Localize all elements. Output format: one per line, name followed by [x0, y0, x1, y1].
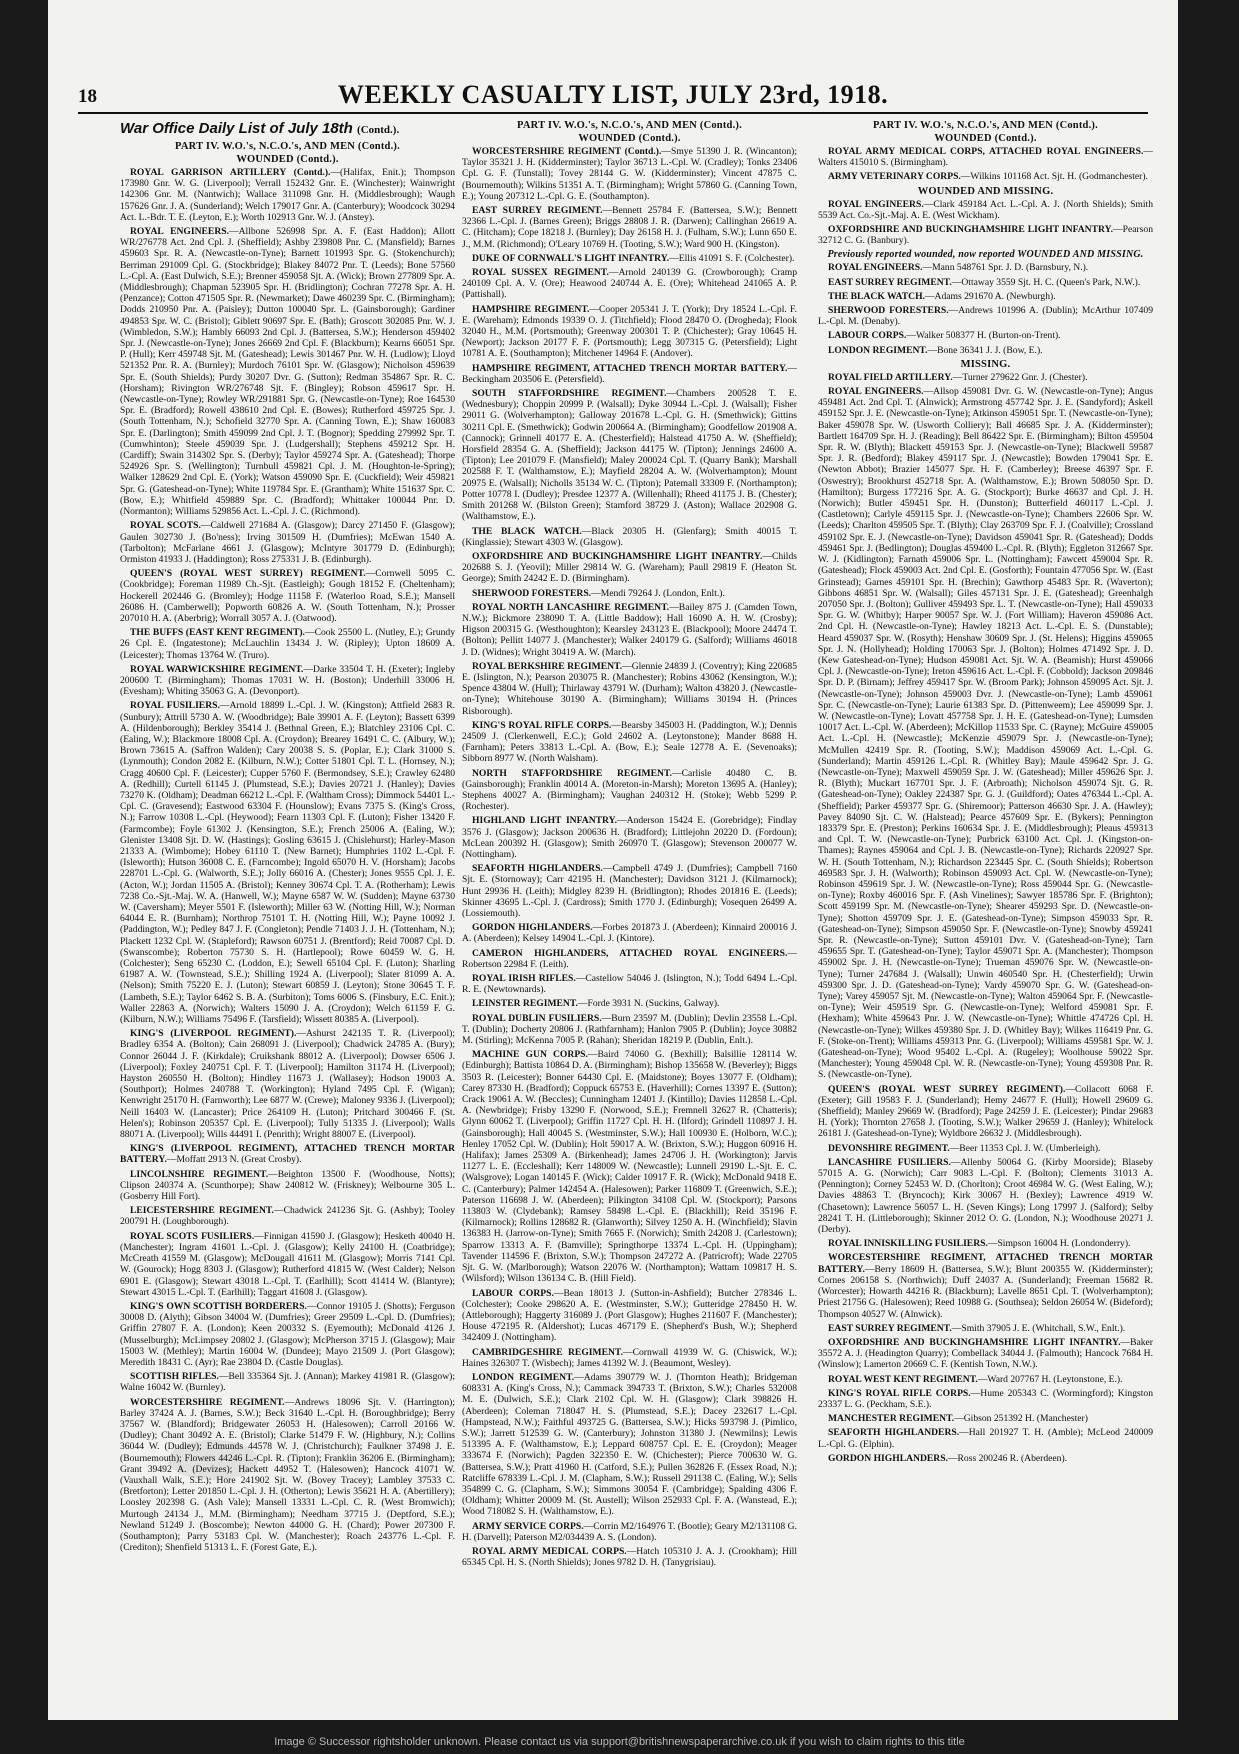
- regiment-name: LABOUR CORPS.: [472, 1287, 554, 1299]
- casualty-entry: SEAFORTH HIGHLANDERS.—Campbell 4749 J. (Dumfries); Campbell 7160 Sjt. E. (Stornoway); Carr 42195 H. (Manchester); Davidson 3121 J. (Kilmarnock); Hunt 29936 H. (Leith); Midgley 8239 H. (Bridlington); Rhodes 201816 E. (Leeds); Skinner 43695 L.-Cpl. J. (Cardross); Smith 1770 J. (Edinburgh); Vosequen 26499 A. (Lossiemouth).: [462, 863, 797, 919]
- regiment-name: DEVONSHIRE REGIMENT.: [828, 1142, 950, 1154]
- casualty-entry: HAMPSHIRE REGIMENT.—Cooper 205341 J. T. (York); Dry 18524 L.-Cpl. F. E. (Wareham); Edmonds 19339 O. J. (Titchfield); Flood 28470 O. (Drogheda); Flook 32040 H., M.M. (Portsmouth); Greenway 200301 T. P. (Chichester); Gray 10645 H. (Newport); Jackson 20177 F. F. (Portsmouth); Legg 307315 G. (Petersfield); Light 10781 A. E. (Southampton); Mitchener 14964 F. (Andover).: [462, 303, 797, 360]
- regiment-name: LABOUR CORPS.: [828, 330, 907, 342]
- page-title: WEEKLY CASUALTY LIST, JULY 23rd, 1918.: [337, 80, 889, 109]
- casualty-names: Moffatt 2913 N. (Great Crosby).: [176, 1154, 302, 1166]
- regiment-name: SOUTH STAFFORDSHIRE REGIMENT.: [472, 388, 667, 400]
- casualty-names: Pearson 32712 C. G. (Banbury).: [818, 224, 1153, 247]
- casualty-entry: LABOUR CORPS.—Walker 508377 H. (Burton-on-Trent).: [828, 330, 1061, 342]
- casualty-entry: KING'S (LIVERPOOL REGIMENT).—Ashurst 242135 T. R. (Liverpool); Bradley 6354 A. (Bolton); Cain 268091 J. (Liverpool); Chadwick 24785 A. (Bury); Connor 26044 J. F. (Kirkdale); Cruikshank 88012 A. (Liverpool); Dowser 6506 J. (Liverpool); Foxley 240751 Cpl. F. T. (Liverpool); Hamilton 31174 H. (Liverpool); Hayston 260550 H. (Bolton); Hindley 11673 J. (Wallasey); Hodson 19003 A. (Southport); Holmes 240788 T. (Workington); Hyland 7495 Cpl. F. (Wigan); Kenwright 25170 H. (Farnworth); Lee 6877 W. (Crewe); Maloney 9336 J. (Liverpool); Neill 16403 W. (Lancaster); Price 264109 H. (Luton); Pritchard 300466 F. (St. Helen's); Robinson 205357 Cpl. E. (Liverpool); Tully 51335 J. (Liverpool); Walls 88071 A. (Liverpool); Wills 44491 I. (Penrith); Wright 88007 E. (Liverpool).: [120, 1028, 455, 1141]
- regiment-name: MACHINE GUN CORPS.: [472, 1049, 588, 1061]
- casualty-names: Beckingham 203506 E. (Petersfield).: [462, 373, 605, 385]
- casualty-names: Baker 35572 A. J. (Headington Quarry); Combellack 34044 J. (Falmouth); Hancock 7684 H. (Winslow); Lamerton 20669 C. F. (Kentish Town, N.W.).: [818, 1336, 1153, 1371]
- regiment-name: ROYAL ARMY MEDICAL CORPS, ATTACHED ROYAL ENGINEERS.: [828, 146, 1144, 157]
- casualty-names: Campbell 4749 J. (Dumfries); Campbell 7160 Sjt. E. (Stornoway); Carr 42195 H. (Manchester); Davidson 3121 J. (Kilmarnock); Hunt 29936 H. (Leith); Midgley 8239 H. (Bridlington); Rhodes 201816 E. (Leeds); Skinner 43695 L.-Cpl. J. (Cardross); Smith 1770 J. (Edinburgh); Vosequen 26499 A. (Lossiemouth).: [462, 863, 797, 919]
- regiment-name: ROYAL SCOTS FUSILIERS.: [130, 1230, 255, 1242]
- regiment-name: GORDON HIGHLANDERS.: [472, 922, 593, 934]
- regiment-name: ROYAL ENGINEERS.: [828, 262, 923, 274]
- casualty-entry: KING'S ROYAL RIFLE CORPS.—Hume 205343 C. (Wormingford); Kingston 23337 L. G. (Peckham, S.E.).: [818, 1387, 1153, 1410]
- casualty-names: Finnigan 41590 J. (Glasgow); Hesketh 40040 H. (Manchester); Ingram 41601 L.-Cpl. J. (Glasgow); Kelly 24100 H. (Coatbridge); McCreath 41559 M. (Glasgow); McDougall 41611 M. (Glasgow); Morris 7141 Cpl. W. (Gourock); Hogg 8303 J. (Glasgow); Rutherford 41815 W. (West Calder); Nelson 6901 E. (Glasgow); Stewart 43018 L.-Cpl. T. (Earlhill); Scott 41414 W. (Blantyre); Stewart 43015 L.-Cpl. T. (Earlhill); Taggart 41608 J. (Glasgow).: [120, 1230, 455, 1298]
- casualty-entry: ROYAL SUSSEX REGIMENT.—Arnold 240139 G. (Crowborough); Cramp 240109 Cpl. A. V. (Ore); Heawood 240744 A. E. (Ore); Whitehead 241065 A. P. (Pattishall).: [462, 267, 797, 301]
- casualty-entry: KING'S (LIVERPOOL REGIMENT), ATTACHED TRENCH MORTAR BATTERY.—Moffatt 2913 N. (Great Crosby).: [120, 1143, 455, 1166]
- regiment-name: ROYAL ENGINEERS.: [130, 226, 229, 238]
- casualty-entry: LONDON REGIMENT.—Adams 390779 W. J. (Thornton Heath); Bridgeman 608331 A. (King's Cross, N.); Cammack 394733 T. (Brixton, S.W.); Charles 532008 M. E. (Dulwich, S.E.); Clark 2102 Cpl. W. H. (Glasgow); Clark 398826 H. (Aberdeen); Coleman 718047 H. S. (Plumstead, S.E.); Dacey 232617 L.-Cpl. (Hampstead, N.W.); Faithful 493725 G. (Battersea, S.W.); Hicks 593798 J. (Pimlico, S.W.); Jarrett 512539 G. W. (Canterbury); Johnston 31380 J. (Newmilns); Lewis 513395 A. F. (Walthamstow, E.); Leppard 608757 Cpl. E. E. (Croydon); Meager 333674 F. (Norwich); Pagden 322350 E. W. (Chichester); Pierce 700630 W. G. (Battersea, S.W.); Pratt 41960 H. (Catford, S.E.); Pullen 362826 F. (Essex Road, N.); Ratcliffe 678339 L.-Cpl. J. M. (Clapham, S.W.); Russell 291138 C. (Ealing, W.); Sells 354899 C. G. (Clapham, S.W.); Simmons 30054 F. (Cambridge); Spalding 4306 F. (Oldham); Whitter 20009 M. (St. Austell); Wilson 252933 Cpl. F. A. (Wanstead, E.); Wood 718082 S. H. (Walthamstow, E.).: [462, 1371, 797, 1518]
- section-heading: WOUNDED (Contd.).: [934, 133, 1037, 144]
- casualty-names: Bearsby 345003 H. (Paddington, W.); Dennis 24509 J. (Clerkenwell, E.C.); Gold 24602 A. (Leytonstone); Mander 8688 H. (Farnham); Peters 33813 L.-Cpl. A. (Bow, E.); Seale 12778 A. E. (Sevenoaks); Sibborn 8977 W. (North Walsham).: [462, 719, 797, 765]
- casualty-names: Connor 19105 J. (Shotts); Ferguson 30008 D. (Alyth); Gibson 34004 W. (Dumfries); Greer 29509 L.-Cpl. D. (Dumfries); Griffin 27807 F. A. (London); Keen 200332 S. (Eyemouth); McDonald 4126 J. (Musselburgh); McLimpsey 20802 J. (Glasgow); McPherson 3715 J. (Glasgow); Mair 15003 W. (Methley); Martin 16004 W. (Dundee); Mayo 21509 J. (Port Glasgow); Meredith 18431 C. (Ayr); Rae 23804 D. (Castle Douglas).: [120, 1300, 455, 1368]
- casualty-entry: MANCHESTER REGIMENT.—Gibson 251392 H. (Manchester): [828, 1413, 1088, 1425]
- casualty-entry: ROYAL ENGINEERS.—Clark 459184 Act. L.-Cpl. A. J. (North Shields); Smith 5539 Act. Co.-Sjt.-Maj. A. E. (West Wickham).: [818, 198, 1153, 221]
- section-heading: MISSING.: [960, 358, 1011, 370]
- casualty-entry: ARMY VETERINARY CORPS.—Wilkins 101168 Act. Sjt. H. (Godmanchester).: [828, 171, 1148, 183]
- regiment-name: HAMPSHIRE REGIMENT.: [472, 303, 590, 315]
- casualty-entry: WORCESTERSHIRE REGIMENT (Contd.).—Smye 51390 J. R. (Wincanton); Taylor 35321 J. H. (Kidderminster); Taylor 36713 L.-Cpl. W. (Cradley); Tonks 23406 Cpl. G. F. (Tunstall); Tovey 28144 G. W. (Kidderminster); Vincent 47875 C. (Bournemouth); Wilkins 51351 A. T. (Birmingham); Wright 57860 G. (Canning Town, E.); Young 207312 L.-Cpl. G. E. (Southampton).: [462, 146, 797, 202]
- casualty-entry: SHERWOOD FORESTERS.—Andrews 101996 A. (Dublin); McArthur 107409 L.-Cpl. M. (Denaby).: [818, 305, 1153, 328]
- casualty-names: Baird 74060 G. (Bexhill); Balsillie 128114 W. (Edinburgh); Battista 10864 D. A. (Birmingham); Bishop 135658 W. (Beverley); Biggs 3503 R. (Leicester); Bonner 64430 Cpl. E. (Maidstone); Boyes 13077 F. (Oldham); Carey 87330 H. (Bradford); Coppuck 65753 E. (Haverhill); Cornes 13397 E. (Sutton); Crack 19061 A. W. (Beccles); Cunningham 12401 J. (Kintillo); Davies 112858 L.-Cpl. A. (Newbridge); Frisby 13290 F. (Norwood, S.E.); Fremnell 32627 R. (Chatteris); Glynn 60062 T. (Liverpool); Griffin 11727 Cpl. H. H. (Ilford); Grindell 110897 J. H. (Gainsborough); Hall 40045 S. (Westminster, S.W.); Hall 100930 E. (Holborn, W.C.); Henley 17052 Cpl. W. (Dublin); Holt 59017 A. W. (Brixton, S.W.); Huggon 60916 H. (Halifax); James 25309 A. (Birkenhead); James 24706 J. H. (Workington); Jarvis 11277 L. E. (Eccleshall); Kerr 148009 W. (Newcastle); Lunnell 29190 L.-Sjt. E. C. (Walsgrove); Logan 140145 F. (Wick); Calder 10917 F. R. (Wick); McDonald 9418 E. C. (Canterbury); Palmer 142454 A. (Halesowen); Parker 116809 T. (Greenwich, S.E.); Paterson 116698 J. W. (Aberdeen); Pilkington 34108 Cpl. W. (Stockport); Parsons 113803 W. (Clydebank); Ramsey 58498 L.-Cpl. E. (Blackhill); Reid 35196 F. (Kilmarnock); Rollins 128682 R. (Glanworth); Silvey 1250 A. H. (Winchfield); Slavin 136383 H. (Jarrow-on-Tyne); Smith 7665 F. (Norwich); Smith 24208 J. (Carlestown); Sparrow 13313 A. F. (Bamville); Springthorpe 13374 L.-Cpl. H. (Uppingham); Tavender 114596 F. (Brixton, S.W.); Thompson 247272 A. (Patricroft); Wade 22705 Sjt. G. W. (Marlborough); Watson 22076 W. (Northampton); Wattam 109817 H. S. (Wilsford); Wilson 136134 C. B. (Hill Field).: [462, 1049, 797, 1285]
- column-3-blocks: [818, 120, 1153, 1464]
- casualty-names: (Halifax, Enit.); Thompson 173980 Gnr. W. G. (Liverpool); Verrall 152432 Gnr. E. (Winchester); Wainwright 142306 Gnr. M. (Nantwich); Wallace 311098 Gnr. H. (Middlesbrough); Waugh 157626 Gnr. J. A. (Sunderland); Welch 179017 Gnr. A. (Canterbury); Woodcock 30294 Act. L.-Bdr. T. E. (Leyton, E.); Worth 102913 Gnr. W. J. (Anstey).: [120, 167, 455, 223]
- casualty-entry: GORDON HIGHLANDERS.—Forbes 201873 J. (Aberdeen); Kinnaird 200016 J. A. (Aberdeen); Kelsey 14904 L.-Cpl. J. (Kintore).: [462, 922, 797, 945]
- casualty-names: Collacott 6068 F. (Exeter); Gill 19583 F. J. (Sunderland); Hemy 24677 F. (Hull); Howell 29609 G. (Sheffield); Manley 29669 W. (Bradford); Page 24259 J. E. (Leicester); Pindar 29683 H. (York); Thornton 27658 J. (Tooting, S.W.); Walker 29659 J. (Hanley); Whitelock 26181 J. (Gateshead-on-Tyne); Wyldbore 26632 J. (Middlesbrough).: [818, 1083, 1153, 1140]
- regiment-name: CAMERON HIGHLANDERS, ATTACHED ROYAL ENGINEERS.: [472, 947, 788, 959]
- casualty-names: Forbes 201873 J. (Aberdeen); Kinnaird 200016 J. A. (Aberdeen); Kelsey 14904 L.-Cpl. J. (Kintore).: [462, 922, 797, 945]
- regiment-name: EAST SURREY REGIMENT.: [472, 205, 603, 217]
- casualty-names: Wilkins 101168 Act. Sjt. H. (Godmanchester).: [970, 171, 1148, 183]
- regiment-name: ROYAL ENGINEERS.: [828, 198, 924, 210]
- casualty-entry: ROYAL SCOTS.—Caldwell 271684 A. (Glasgow); Darcy 271450 F. (Glasgow); Gaulen 302730 J. (Bo'ness); Irving 301509 H. (Dumfries); McEwan 1540 A. (Tarbolton); McFarlane 4661 J. (Glasgow); McIntyre 301779 D. (Edinburgh); Ormiston 41933 J. (Haddington); Ross 275331 J. B. (Edinburgh).: [120, 520, 455, 565]
- regiment-name: EAST SURREY REGIMENT.: [828, 1322, 952, 1334]
- casualty-names: Bone 36341 J. J. (Bow, E.).: [937, 344, 1043, 356]
- regiment-name: SCOTTISH RIFLES.: [130, 1371, 219, 1383]
- casualty-entry: DUKE OF CORNWALL'S LIGHT INFANTRY.—Ellis 41091 S. F. (Colchester).: [472, 252, 795, 264]
- regiment-name: THE BLACK WATCH.: [472, 525, 582, 537]
- regiment-name: GORDON HIGHLANDERS.: [828, 1452, 948, 1464]
- casualty-names: Darke 33504 T. H. (Exeter); Ingleby 200600 T. (Birmingham); Thomas 17031 W. H. (Boston); Underhill 33006 H. (Evesham); Whiting 35063 G. A. (Devonport).: [120, 663, 455, 698]
- casualty-entry: SCOTTISH RIFLES.—Bell 335364 Sjt. J. (Annan); Markey 41981 R. (Glasgow); Walne 16042 W. (Burnley).: [120, 1371, 455, 1394]
- casualty-entry: THE BLACK WATCH.—Black 20305 H. (Glenfarg); Smith 40015 T. (Kinglassie); Stewart 4303 W. (Glasgow).: [462, 525, 797, 548]
- regiment-name: SHERWOOD FORESTERS.: [828, 305, 949, 317]
- casualty-entry: HIGHLAND LIGHT INFANTRY.—Anderson 15424 E. (Gorebridge); Findlay 3576 J. (Glasgow); Jackson 200636 H. (Bradford); Littlejohn 20220 D. (Fordoun); McLean 200392 H. (Glasgow); Smith 260970 T. (Glasgow); Stevenson 200077 W. (Nottingham).: [462, 815, 797, 860]
- page-header: [78, 80, 1148, 114]
- casualty-entry: EAST SURREY REGIMENT.—Smith 37905 J. E. (Whitchall, S.W., Enlt.).: [828, 1322, 1126, 1334]
- casualty-names: Turner 279622 Gnr. J. (Chester).: [962, 371, 1088, 383]
- regiment-name: KING'S ROYAL RIFLE CORPS.: [472, 719, 612, 731]
- casualty-names: Hatch 105310 J. A. J. (Crookham); Hill 65345 Cpl. H. S. (North Shields); Jones 9782 D. H. (Tanygrisiau).: [462, 1545, 797, 1569]
- casualty-entry: LANCASHIRE FUSILIERS.—Allenby 50064 G. (Kirby Moorside); Blaseby 57015 A. G. (Norwich); Carr 9083 L.-Cpl. F. (Bolton); Clements 31013 A. (Pennington); Corney 52453 W. D. (Chorlton); Croot 46984 W. G. (West Ealing, W.); Davies 48863 T. (Bryncoch); Kirk 30067 H. (Bexley); Lawrence 4919 W. (Chasetown); Lawrence 56057 L. H. (Seven Kings); Long 17997 J. (Salford); Selby 28241 T. H. (Littleborough); Skinner 2012 O. G. (London, N.); Woodhouse 20271 J. (Derby).: [818, 1156, 1153, 1236]
- casualty-names: Burn 23597 M. (Dublin); Devlin 23558 L.-Cpl. T. (Dublin); Docherty 20806 J. (Rathfarnham); Hanlon 7905 P. (Dublin); Joyce 30882 M. (Stirling); McKenna 7005 P. (Rahan); Sheridan 18219 P. (Dublin, Enlt.).: [462, 1012, 797, 1047]
- list-title-suffix: (Contd.).: [357, 124, 400, 136]
- regiment-name: WORCESTERSHIRE REGIMENT (Contd.).: [472, 146, 662, 157]
- casualty-names: Cook 25500 L. (Nutley, E.); Grundy 26 Cpl. E. (Ingatestone); McLauchlin 13434 J. W. (Ripley); Upton 18609 A. (Leicester); Thomas 13764 W. (Truro).: [120, 627, 455, 661]
- casualty-entry: ROYAL FIELD ARTILLERY.—Turner 279622 Gnr. J. (Chester).: [828, 371, 1088, 383]
- regiment-name: THE BUFFS (EAST KENT REGIMENT).: [130, 627, 305, 639]
- casualty-entry: NORTH STAFFORDSHIRE REGIMENT.—Carlisle 40480 C. B. (Gainsborough); Franklin 40014 A. (Moreton-in-Marsh); Moreton 13695 A. (Hanley); Stephens 40027 A. (Birmingham); Vaughan 240312 H. (Stoke); Webb 5299 P. (Rochester).: [462, 767, 797, 813]
- regiment-name: LONDON REGIMENT.: [472, 1371, 575, 1383]
- casualty-names: Smye 51390 J. R. (Wincanton); Taylor 35321 J. H. (Kidderminster); Taylor 36713 L.-Cpl. W. (Cradley); Tonks 23406 Cpl. G. F. (Tunstall); Tovey 28144 G. W. (Kidderminster); Vincent 47875 C. (Bournemouth); Wilkins 51351 A. T. (Birmingham); Wright 57860 G. (Canning Town, E.); Young 207312 L.-Cpl. G. E. (Southampton).: [462, 146, 797, 202]
- regiment-name: ROYAL SCOTS.: [130, 520, 201, 532]
- casualty-names: Corrin M2/164976 T. (Bootle); Geary M2/131108 G. H. (Darvell); Paterson M2/034439 A. S. (London).: [462, 1520, 797, 1543]
- casualty-names: Cooper 205341 J. T. (York); Dry 18524 L.-Cpl. F. E. (Wareham); Edmonds 19339 O. J. (Titchfield); Flood 28470 O. (Drogheda); Flook 32040 H., M.M. (Portsmouth); Greenway 200301 T. P. (Chichester); Gray 10645 H. (Newport); Jackson 20177 F. F. (Portsmouth); Legg 307315 G. (Petersfield); Light 10781 A. E. (Southampton); Mitchener 14964 F. (Andover).: [462, 303, 797, 360]
- casualty-entry: LABOUR CORPS.—Bean 18013 J. (Sutton-in-Ashfield); Butcher 278346 L. (Colchester); Cooke 298620 A. E. (Westminster, S.W.); Gutteridge 278450 H. W. (Attleborough); Haggerty 316089 J. (Port Glasgow); Hughes 211607 F. (Manchester); House 472195 R. (Aldershot); Lucas 467179 E. (Shepherd's Bush, W.); Shepherd 342409 J. (Nottingham).: [462, 1287, 797, 1344]
- regiment-name: SEAFORTH HIGHLANDERS.: [472, 863, 603, 875]
- section-heading: WOUNDED (Contd.).: [578, 133, 681, 144]
- regiment-name: OXFORDSHIRE AND BUCKINGHAMSHIRE LIGHT INFANTRY.: [472, 550, 763, 562]
- casualty-names: Ward 207767 H. (Leytonstone, E.).: [987, 1373, 1123, 1385]
- casualty-entry: LINCOLNSHIRE REGIMENT.—Beighton 13500 F. (Woodhouse, Notts); Clipson 240374 A. (Scunthorpe); Shaw 240812 W. (Friskney); Welbourne 305 L. (Gosberry Hill Fort).: [120, 1168, 455, 1203]
- casualty-entry: SOUTH STAFFORDSHIRE REGIMENT.—Chambers 200528 T. E. (Wednesbury); Choppin 20999 P. (Walsall); Dyke 30944 L.-Cpl. J. (Walsall); Fisher 29011 G. (Wolverhampton); Galloway 201678 L.-Cpl. G. H. (Smethwick); Gittins 30211 Cpl. E. (Smethwick); Godwin 200664 A. (Birmingham); Goodfellow 201908 A. (Cannock); Grinnell 40177 E. A. (Chesterfield); Halstead 41750 A. W. (Sheffield); Horsfield 28354 G. A. (Sheffield); Jackson 44175 W. (Tipton); Jennings 24600 A. (Tipton); Lee 201079 F. (Mansfield); Maley 200024 Cpl. T. (Quarry Bank); Marshall 202588 F. T. (Walthamstow, E.); Mayfield 28204 A. W. (Wolverhampton); Mount 20975 E. (Walsall); Nicholls 35134 W. C. (Tipton); Patemall 33309 F. (Northampton); Potter 10778 I. (Dudley); Presdee 12377 A. (Willenhall); Rheed 41175 J. B. (Chester); Smith 201268 W. (Bilston Green); Stamford 38729 J. (Aston); Wallace 202908 G. (Walthamstow, E.).: [462, 388, 797, 523]
- regiment-name: LINCOLNSHIRE REGIMENT.: [130, 1168, 269, 1180]
- casualty-names: Hall 201927 T. H. (Amble); McLeod 240009 L.-Cpl. G. (Elphin).: [818, 1427, 1153, 1450]
- header-rule: [78, 112, 1148, 114]
- casualty-names: Smith 37905 J. E. (Whitchall, S.W., Enlt.).: [961, 1322, 1126, 1334]
- regiment-name: ROYAL IRISH RIFLES.: [472, 973, 576, 985]
- casualty-names: Robertson 22984 F. (Leith).: [462, 958, 569, 970]
- regiment-name: ARMY VETERINARY CORPS.: [828, 171, 961, 183]
- regiment-name: ROYAL BERKSHIRE REGIMENT.: [472, 660, 623, 672]
- casualty-names: Forde 3931 N. (Suckins, Galway).: [587, 998, 720, 1010]
- casualty-names: Ashurst 242135 T. R. (Liverpool); Bradley 6354 A. (Bolton); Cain 268091 J. (Liverpool); Chadwick 24785 A. (Bury); Connor 26044 J. F. (Kirkdale); Cruikshank 88012 A. (Liverpool); Dowser 6506 J. (Liverpool); Foxley 240751 Cpl. F. T. (Liverpool); Hamilton 31174 H. (Liverpool); Hayston 260550 H. (Bolton); Hindley 11673 J. (Wallasey); Hodson 19003 A. (Southport); Holmes 240788 T. (Workington); Hyland 7495 Cpl. F. (Wigan); Kenwright 25170 H. (Farnworth); Lee 6877 W. (Crewe); Maloney 9336 J. (Liverpool); Neill 16403 W. (Lancaster); Price 264109 H. (Luton); Pritchard 300466 F. (St. Helen's); Robinson 205357 Cpl. E. (Liverpool); Tully 51335 J. (Liverpool); Walls 88071 A. (Liverpool); Wills 44491 I. (Penrith); Wright 88007 E. (Liverpool).: [120, 1028, 455, 1141]
- casualty-names: Black 20305 H. (Glenfarg); Smith 40015 T. (Kinglassie); Stewart 4303 W. (Glasgow).: [462, 525, 797, 548]
- casualty-names: Carlisle 40480 C. B. (Gainsborough); Franklin 40014 A. (Moreton-in-Marsh); Moreton 13695 A. (Hanley); Stephens 40027 A. (Birmingham); Vaughan 240312 H. (Stoke); Webb 5299 P. (Rochester).: [462, 767, 797, 813]
- list-title: [120, 120, 455, 137]
- casualty-entry: WORCESTERSHIRE REGIMENT.—Andrews 18096 Sjt. V. (Harrington); Barley 37424 A. J. (Barnes, S.W.); Beck 31640 L.-Cpl. H. (Boroughbridge); Berry 37567 W. (Blandford); Bridgewater 26053 H. (Halesowen); Carroll 20166 W. (Dudley); Chant 30492 A. E. (Bristol); Clarke 51479 F. W. (Highbury, N.); Collins 36044 W. (Dudley); Edmunds 44578 W. J. (Christchurch); Faulkner 37498 J. E. (Bournemouth); Flowers 44246 L.-Cpl. R. (Tipton); Franklin 36206 E. (Birmingham); Grant 39492 A. (Devizes); Hackett 44952 T. (Halesowen); Hancock 41071 W. (Vauxhall Walk, S.E.); Hore 241902 Sjt. W. (Bovey Tracey); Lambley 37533 C. (Bretforton); Letter 201850 L.-Cpl. J. H. (Otherton); Lewis 35621 H. A. (Abertillery); Loosley 202398 G. (Ash Vale); Mansell 13331 L.-Cpl. C. R. (West Bromwich); Murtough 24134 J., M.M. (Birmingham); Needham 37715 J. (Deptford, S.E.); Newland 51249 J. (Boscombe); Newton 44000 G. H. (Chard); Power 207300 F. (Southampton); Parry 53183 Cpl. W. (Manchester); Roach 243776 L.-Cpl. F. (Crediton); Shenfield 51313 L. F. (Forest Gate, E.).: [120, 1396, 455, 1554]
- casualty-entry: ROYAL SCOTS FUSILIERS.—Finnigan 41590 J. (Glasgow); Hesketh 40040 H. (Manchester); Ingram 41601 L.-Cpl. J. (Glasgow); Kelly 24100 H. (Coatbridge); McCreath 41559 M. (Glasgow); McDougall 41611 M. (Glasgow); Morris 7141 Cpl. W. (Gourock); Hogg 8303 J. (Glasgow); Rutherford 41815 W. (West Calder); Nelson 6901 E. (Glasgow); Stewart 43018 L.-Cpl. T. (Earlhill); Scott 41414 W. (Blantyre); Stewart 43015 L.-Cpl. T. (Earlhill); Taggart 41608 J. (Glasgow).: [120, 1230, 455, 1298]
- regiment-name: KING'S ROYAL RIFLE CORPS.: [828, 1387, 971, 1399]
- regiment-name: KING'S (LIVERPOOL REGIMENT).: [130, 1028, 297, 1040]
- casualty-entry: ROYAL BERKSHIRE REGIMENT.—Glennie 24839 J. (Coventry); King 220685 E. (Islington, N.); Pearson 203075 R. (Manchester); Robins 43062 (Kensington, W.); Spence 43804 W. (Hull); Thirlaway 43791 W. (Durham); Walton 43820 J. (Newcastle-on-Tyne); Whitehouse 30190 A. (Birmingham); Williams 30194 H. (Princes Risborough).: [462, 660, 797, 717]
- casualty-names: Childs 202688 S. J. (Yeovil); Miller 29814 W. G. (Wareham); Paull 29819 F. (Heaton St. George); Smith 24242 E. D. (Birmingham).: [462, 550, 797, 585]
- casualty-names: Bean 18013 J. (Sutton-in-Ashfield); Butcher 278346 L. (Colchester); Cooke 298620 A. E. (Westminster, S.W.); Gutteridge 278450 H. W. (Attleborough); Haggerty 316089 J. (Port Glasgow); Hughes 211607 F. (Manchester); House 472195 R. (Aldershot); Lucas 467179 E. (Shepherd's Bush, W.); Shepherd 342409 J. (Nottingham).: [462, 1287, 797, 1344]
- regiment-name: NORTH STAFFORDSHIRE REGIMENT.: [472, 767, 672, 779]
- casualty-names: Beer 11353 Cpl. J. W. (Umberleigh).: [959, 1142, 1101, 1154]
- casualty-entry: MACHINE GUN CORPS.—Baird 74060 G. (Bexhill); Balsillie 128114 W. (Edinburgh); Battista 10864 D. A. (Birmingham); Bishop 135658 W. (Beverley); Biggs 3503 R. (Leicester); Bonner 64430 Cpl. E. (Maidstone); Boyes 13077 F. (Oldham); Carey 87330 H. (Bradford); Coppuck 65753 E. (Haverhill); Cornes 13397 E. (Sutton); Crack 19061 A. W. (Beccles); Cunningham 12401 J. (Kintillo); Davies 112858 L.-Cpl. A. (Newbridge); Frisby 13290 F. (Norwood, S.E.); Fremnell 32627 R. (Chatteris); Glynn 60062 T. (Liverpool); Griffin 11727 Cpl. H. H. (Ilford); Grindell 110897 J. H. (Gainsborough); Hall 40045 S. (Westminster, S.W.); Hall 100930 E. (Holborn, W.C.); Henley 17052 Cpl. W. (Dublin); Holt 59017 A. W. (Brixton, S.W.); Huggon 60916 H. (Halifax); James 25309 A. (Birkenhead); James 24706 J. H. (Workington); Jarvis 11277 L. E. (Eccleshall); Kerr 148009 W. (Newcastle); Lunnell 29190 L.-Sjt. E. C. (Walsgrove); Logan 140145 F. (Wick); Calder 10917 F. R. (Wick); McDonald 9418 E. C. (Canterbury); Palmer 142454 A. (Halesowen); Parker 116809 T. (Greenwich, S.E.); Paterson 116698 J. W. (Aberdeen); Pilkington 34108 Cpl. W. (Stockport); Parsons 113803 W. (Clydebank); Ramsey 58498 L.-Cpl. E. (Blackhill); Reid 35196 F. (Kilmarnock); Rollins 128682 R. (Glanworth); Silvey 1250 A. H. (Winchfield); Slavin 136383 H. (Jarrow-on-Tyne); Smith 7665 F. (Norwich); Smith 24208 J. (Carlestown); Sparrow 13313 A. F. (Bamville); Springthorpe 13374 L.-Cpl. H. (Uppingham); Tavender 114596 F. (Brixton, S.W.); Thompson 247272 A. (Patricroft); Wade 22705 Sjt. G. W. (Marlborough); Watson 22076 W. (Northampton); Wattam 109817 H. S. (Wilsford); Wilson 136134 C. B. (Hill Field).: [462, 1049, 797, 1285]
- casualty-names: Chambers 200528 T. E. (Wednesbury); Choppin 20999 P. (Walsall); Dyke 30944 L.-Cpl. J. (Walsall); Fisher 29011 G. (Wolverhampton); Galloway 201678 L.-Cpl. G. H. (Smethwick); Gittins 30211 Cpl. E. (Smethwick); Godwin 200664 A. (Birmingham); Goodfellow 201908 A. (Cannock); Grinnell 40177 E. A. (Chesterfield); Halstead 41750 A. W. (Sheffield); Horsfield 28354 G. A. (Sheffield); Jackson 44175 W. (Tipton); Jennings 24600 A. (Tipton); Lee 201079 F. (Mansfield); Maley 200024 Cpl. T. (Quarry Bank); Marshall 202588 F. T. (Walthamstow, E.); Mayfield 28204 A. W. (Wolverhampton); Mount 20975 E. (Walsall); Nicholls 35134 W. C. (Tipton); Patemall 33309 F. (Northampton); Potter 10778 I. (Dudley); Presdee 12377 A. (Willenhall); Rheed 41175 J. B. (Chester); Smith 201268 W. (Bilston Green); Stamford 38729 J. (Aston); Wallace 202908 G. (Walthamstow, E.).: [462, 388, 797, 523]
- casualty-entry: SEAFORTH HIGHLANDERS.—Hall 201927 T. H. (Amble); McLeod 240009 L.-Cpl. G. (Elphin).: [818, 1427, 1153, 1450]
- regiment-name: ROYAL FUSILIERS.: [130, 700, 220, 712]
- regiment-name: ROYAL GARRISON ARTILLERY (Contd.).: [130, 167, 331, 178]
- regiment-name: ROYAL WEST KENT REGIMENT.: [828, 1373, 978, 1385]
- casualty-entry: ROYAL GARRISON ARTILLERY (Contd.).—(Halifax, Enit.); Thompson 173980 Gnr. W. G. (Liverpool); Verrall 152432 Gnr. E. (Winchester); Wainwright 142306 Gnr. M. (Nantwich); Wallace 311098 Gnr. H. (Middlesbrough); Waugh 157626 Gnr. J. A. (Sunderland); Welch 179017 Gnr. A. (Canterbury); Woodcock 30294 Act. L.-Bdr. T. E. (Leyton, E.); Worth 102913 Gnr. W. J. (Anstey).: [120, 167, 455, 223]
- page-number: 18: [78, 86, 97, 107]
- regiment-name: QUEEN'S (ROYAL WEST SURREY REGIMENT).: [828, 1083, 1066, 1095]
- casualty-names: Mann 548761 Spr. J. D. (Barnsbury, N.).: [932, 262, 1089, 274]
- column-2: [462, 118, 797, 1598]
- regiment-name: LANCASHIRE FUSILIERS.: [828, 1156, 951, 1168]
- casualty-names: Allbone 526998 Spr. A. F. (East Haddon); Allott WR/276778 Act. 2nd Cpl. J. (Sheffield); Ashby 239808 Pnr. C. (Mansfield); Barnes 459603 Spr. R. A. (Newcastle-on-Tyne); Barnett 101993 Spr. G. (Stokenchurch); Berriman 291009 Cpl. G. (Stockbridge); Blakey 84072 Pnr. T. (Leeds); Bone 57560 L.-Cpl. A. (East Dulwich, S.E.); Brenner 459058 Sjt. A. (Wick); Brown 277809 Spr. A. (Middlesbrough); Chapman 523905 Spr. H. (Bridlington); Cochran 77278 Spr. A. H. (Penzance); Cotton 471505 Spr. R. (Newmarket); Dawe 460239 Spr. C. (Birmingham); Dodds 210950 Pnr. A. (Paisley); Dutton 100040 Spr. L. (Gainsborough); Gardiner 494853 Spr. W. C. (Bristol); Giblett 90697 Spr. E. (Bath); Groscott 302085 Pnr. W. J. (Wimbledon, S.W.); Hambly 66093 2nd Cpl. J. (Battersea, S.W.); Henderson 459402 Spr. J. (Newcastle-on-Tyne); Jones 26669 2nd Cpl. F. (Blackburn); Kearns 66051 Spr. P. (Hull); Kerr 459748 Sjt. M. (Gateshead); Lewis 301467 Pnr. W. H. (Ludlow); Lloyd 521352 Pnr. R. A. (Burnley); Murdoch 76101 Spr. W. (Glasgow); Nicholson 459639 Spr. E. (South Shields); Purdy 30207 Dvr. G. (Sutton); Redman 354867 Spr. R. C. (Horsham); Rivington WR/276748 Sjt. F. (Bingley); Robson 459617 Spr. H. (Newcastle-on-Tyne); Rowley WR/291881 Spr. G. (Newcastle-on-Tyne); Roe 164530 Spr. E. (Bradford); Rowell 438610 2nd Cpl. E. (Bowes); Rutherford 459725 Spr. J. (South Tottenham, N.); Schofield 32770 Spr. A. (Canning Town, E.); Shaw 160083 Spr. E. (Darlington); Smith 459099 2nd Cpl. J. T. (Bognor); Spedding 279992 Spr. T. (Cumwhinton); Steele 459039 Spr. J. (Ludgershall); Stephens 459212 Spr. H. (Cardiff); Swain 314302 Spr. S. (Derby); Taylor 459274 Spr. A. (Gateshead); Thorpe 524926 Spr. S. (Wellington); Turnbull 459821 Cpl. J. M. (Houghton-le-Spring); Walker 128629 2nd Cpl. E. (York); Watson 459090 Spr. E. (Cuckfield); Weir 459821 Spr. G. (Gateshead-on-Tyne); White 119784 Spr. E. (Grantham); White 151637 Spr. C. (Bow, E.); Whitfield 459889 Spr. C. (Bradford); Whittaker 100044 Pnr. D. (Normanton); Williams 529856 Act. L.-Cpl. J. C. (Richmond).: [120, 226, 455, 518]
- casualty-entry: ROYAL NORTH LANCASHIRE REGIMENT.—Bailey 875 J. (Camden Town, N.W.); Bickmore 238090 T. A. (Little Baddow); Hall 16090 A. H. W. (Crosby); Higson 200315 G. (Westhoughton); Kearsley 243123 E. (Blackpool); Moore 24474 T. (Bolton); Pellitt 14077 J. (Manchester); Walker 240179 G. (Salford); Williams 46018 J. D. (Widnes); Wright 30419 A. W. (March).: [462, 601, 797, 658]
- column-3: [818, 118, 1153, 1598]
- regiment-name: LEICESTERSHIRE REGIMENT.: [130, 1205, 274, 1217]
- casualty-names: Hume 205343 C. (Wormingford); Kingston 23337 L. G. (Peckham, S.E.).: [818, 1387, 1153, 1410]
- regiment-name: KING'S OWN SCOTTISH BORDERERS.: [130, 1300, 307, 1312]
- casualty-names: Cornwall 41939 W. G. (Chiswick, W.); Haines 326307 T. (Wisbech); James 41392 W. J. (Beaumont, Wesley).: [462, 1346, 797, 1369]
- casualty-names: Andrews 101996 A. (Dublin); McArthur 107409 L.-Cpl. M. (Denaby).: [818, 305, 1153, 328]
- casualty-entry: ROYAL ARMY MEDICAL CORPS, ATTACHED ROYAL ENGINEERS.—Walters 415010 S. (Birmingham).: [818, 146, 1153, 169]
- column-1: [120, 118, 455, 1598]
- section-heading: PART IV. W.O.'s, N.C.O.'s, AND MEN (Contd.).: [175, 141, 400, 152]
- copyright-footer: Image © Successor rightsholder unknown. Please contact us via support@britishnewspaperarchive.co.uk if you wish to claim rights to this title: [274, 1736, 965, 1748]
- regiment-name: ROYAL NORTH LANCASHIRE REGIMENT.: [472, 601, 670, 613]
- casualty-entry: LONDON REGIMENT.—Bone 36341 J. J. (Bow, E.).: [828, 344, 1043, 356]
- section-heading: PART IV. W.O.'s, N.C.O.'s, AND MEN (Contd.).: [517, 120, 742, 131]
- casualty-entry: ROYAL DUBLIN FUSILIERS.—Burn 23597 M. (Dublin); Devlin 23558 L.-Cpl. T. (Dublin); Docherty 20806 J. (Rathfarnham); Hanlon 7905 P. (Dublin); Joyce 30882 M. (Stirling); McKenna 7005 P. (Rahan); Sheridan 18219 P. (Dublin, Enlt.).: [462, 1012, 797, 1047]
- section-heading: PART IV. W.O.'s, N.C.O.'s, AND MEN (Contd.).: [873, 120, 1098, 131]
- casualty-names: Mendi 79264 J. (London, Enlt.).: [600, 587, 725, 599]
- casualty-names: Arnold 240139 G. (Crowborough); Cramp 240109 Cpl. A. V. (Ore); Heawood 240744 A. E. (Ore); Whitehead 241065 A. P. (Pattishall).: [462, 267, 797, 301]
- regiment-name: DUKE OF CORNWALL'S LIGHT INFANTRY.: [472, 252, 670, 264]
- casualty-names: Bell 335364 Sjt. J. (Annan); Markey 41981 R. (Glasgow); Walne 16042 W. (Burnley).: [120, 1371, 455, 1394]
- casualty-entry: CAMERON HIGHLANDERS, ATTACHED ROYAL ENGINEERS.—Robertson 22984 F. (Leith).: [462, 947, 797, 970]
- casualty-entry: DEVONSHIRE REGIMENT.—Beer 11353 Cpl. J. W. (Umberleigh).: [828, 1142, 1101, 1154]
- casualty-entry: QUEEN'S (ROYAL WEST SURREY) REGIMENT.—Cornwell 5095 C. (Cookbridge); Foreman 11989 Ch.-Sjt. (Eastleigh); Gough 18152 F. (Cheltenham); Hockerell 202446 G. (Bromley); Hodge 11158 F. (Waterloo Road, S.E.); Mansell 26086 H. (Camberwell); Popworth 60826 A. W. (South Tottenham, N.); Prosser 207010 H. A. (Aberbrig); Worrall 3057 A. J. (Oatwood).: [120, 568, 455, 624]
- casualty-entry: ROYAL ENGINEERS.—Allsop 459081 Dvr. G. W. (Newcastle-on-Tyne); Angus 459481 Act. 2nd Cpl. T. (Alnwick); Armstrong 457742 Spr. J. E. (Sandyford); Askell 459152 Spr. J. E. (Newcastle-on-Tyne); Atkinson 459051 Spr. T. (Newcastle-on-Tyne); Baker 459078 Spr. W. (Usworth Colliery); Ball 46685 Spr. J. A. (Kidderminster); Bartlett 164709 Spr. H. J. (Reading); Bell 86422 Spr. E. (Birmingham); Bilton 459504 Spr. R. W. (Blyth); Blackett 459153 Spr. J. (Newcastle-on-Tyne); Blackwell 59587 Spr. J. R. (Bedford); Blakey 459117 Spr. J. (Newcastle); Bowden 179041 Spr. E. (Newton Abbot); Brazier 145077 Spr. H. F. (Camberley); Breese 46397 Spr. F. (Oswestry); Brookhurst 452718 Spr. A. (Walthamstow, E.); Brown 508050 Spr. D. (Hamilton); Burgess 177216 Spr. A. G. (Stockport); Burke 46637 and Cpl. J. H. (Norwich); Butler 459451 Spr. H. (Dunston); Butterfield 460117 L.-Cpl. J. (Castletown); Carlyle 459115 Spr. J. (Newcastle-on-Tyne); Chambers 22606 Spr. W. (Leeds); Charlton 459505 Spr. T. (Blyth); Clay 263709 Spr. F. J. (Coalville); Crossland 459102 Spr. E. J. (Newcastle-on-Tyne); Davidson 459041 Spr. R. (Gateshead); Dodds 459461 Spr. J. (Bedlington); Douglas 459400 L.-Cpl. R. (Blyth); Eggleton 312667 Spr. W. J. (Kidlington); Farnath 459006 Spr. L. (Nottingham); Fawcett 459004 Spr. R. (Gateshead); Flock 459003 Act. 2nd Cpl. E. (Gosforth); Fountain 477056 Spr. W. (East Grinstead); Garnes 459101 Spr. H. (Brechin); Gawthorp 45483 Spr. R. (Waverton); Gibbons 46851 Spr. W. (Walsall); Giles 457131 Spr. J. E. (Gateshead); Greenhalgh 207050 Spr. J. (Bolton); Gulliver 459493 Spr. L. T. (Newcastle-on-Tyne); Hall 459033 Spr. G. W. (Whitby); Harper 90057 Spr. W. J. (Fort William); Haveron 459086 Act. 2nd Cpl. H. (Newcastle-on-Tyne); Hawley 18213 Act. L.-Cpl. E. S. (Dunstable); Heard 459037 Spr. W. (Rosyth); Henshaw 30609 Spr. J. (St. Helens); Higgins 459065 Spr. J. N. (Hollyhead); Holding 170063 Spr. J. (Bolton); Holmes 471492 Spr. J. D. (Kew Gateshead-on-Tyne); Hudson 459081 Act. Sjt. W. A. (Beamish); Hurst 459066 Cpl. J. (Newcastle-on-Tyne); Ireton 459616 Act. L.-Cpl. F. (Cobbold); Jackson 209846 Spr. D. P. (Birnam); Jeffrey 459417 Spr. W. (Broom Park); Johnson 459095 Act. Sjt. J. (Newcastle-on-Tyne); Johnson 459003 Dvr. J. (Newcastle-on-Tyne); Lamb 459061 Spr. C. (Newcastle-on-Tyne); Laurie 61383 Spr. D. (Pittenweem); Lee 459099 Spr. J. W. (Newcastle-on-Tyne); Lovatt 457758 Spr. J. H. E. (Gateshead-on-Tyne); Lumsden 10017 Act. L.-Cpl. W. (Aberdeen); McKillop 11533 Spr. C. (Rayne); McGuire 459005 Act. L.-Cpl. H. (Newcastle); McKenzie 459079 Spr. J. (Newcastle-on-Tyne); McMullen 42419 Spr. R. (Tooting, S.W.); Maddison 459069 Act. L.-Cpl. G. (Sunderland); Martin 459126 L.-Cpl. R. (Whitley Bay); Maule 459642 Spr. J. G. (Newcastle-on-Tyne); Maxwell 459059 Spr. J. W. (Gateshead); Miller 459626 Spr. J. R. (Blyth); Muckart 167701 Spr. J. F. (Arbroath); Nicholson 459074 Sjt. G. R. (Gateshead-on-Tyne); Oakley 224387 Spr. G. J. (Guildford); Oates 476344 L.-Cpl. A. (Sheffield); Parker 459377 Spr. G. (Shiremoor); Patterson 46630 Spr. J. A. (Hawley); Pavey 84090 Sjt. C. W. (Halstead); Pearce 457609 Spr. E. (Bykers); Pennington 183379 Spr. E. (Preston); Perkins 160634 Spr. J. E. (Middlesbrough); Pleaus 459313 and Cpl. T. W. (Newcastle-on-Tyne); Purbrick 63100 Act. Cpl. J. (Kingston-on-Thames); Raynes 459064 and Cpl. J. B. (Newcastle-on-Tyne); Richards 220927 Spr. W. H. (South Tottenham, N.); Richardson 223445 Spr. C. (South Shields); Robertson 469583 Spr. J. H. (Walworth); Robinson 459093 Act. Cpl. W. (Newcastle-on-Tyne); Robinson 459619 Spr. J. W. (Newcastle-on-Tyne); Ross 459044 Spr. G. (Newcastle-on-Tyne); Roxby 460016 Spr. F. (Ash Vinelines); Sawyer 185786 Spr. F. (Brighton); Scott 459199 Spr. M. (Newcastle-on-Tyne); Shearer 459293 Spr. D. (Newcastle-on-Tyne); Shotton 459709 Spr. J. E. (Gateshead-on-Tyne); Simpson 459033 Spr. R. (Gateshead-on-Tyne); Simpson 459050 Spr. F. (Newcastle-on-Tyne); Snowby 459241 Spr. R. (Newcastle-on-Tyne); Sutton 459101 Dvr. V. (Gateshead-on-Tyne); Tarn 459655 Spr. T. (Gateshead-on-Tyne); Taylor 459071 Spr. A. (Manchester); Thompson 459002 Spr. J. H. (Newcastle-on-Tyne); Trueman 459076 Spr. W. (Newcastle-on-Tyne); Turner 247684 J. (Walsall); Unwin 460540 Spr. H. (Chesterfield); Urwin 459300 Spr. J. D. (Gateshead-on-Tyne); Vardy 459070 Spr. G. W. (Gateshead-on-Tyne); Varey 459057 Sjt. M. (Newcastle-on-Tyne); Walton 459064 Spr. F. (Newcastle-on-Tyne); Weir 459519 Spr. G. (Newcastle-on-Tyne); Welford 459081 Spr. F. (Hexham); White 459643 Pnr. J. W. (Newcastle-on-Tyne); Whittle 474726 Cpl. H. (Newcastle-on-Tyne); Wilkes 459380 Spr. J. D. (Whitley Bay); Wilkes 116419 Pnr. G. F. (Stoke-on-Trent); Williams 459313 Pnr. G. (Liverpool); Williams 459581 Spr. W. J. (Gateshead-on-Tyne); Wood 95402 L.-Cpl. A. (Rugeley); Woolhouse 59022 Spr. (Manchester); Young 459048 Cpl. W. R. (Newcastle-on-Tyne); Young 459308 Pnr. R. S. (Newcastle-on-Tyne).: [818, 386, 1153, 1081]
- casualty-entry: SHERWOOD FORESTERS.—Mendi 79264 J. (London, Enlt.).: [472, 587, 725, 599]
- casualty-entry: THE BLACK WATCH.—Adams 291670 A. (Newburgh).: [828, 290, 1056, 302]
- casualty-names: Bailey 875 J. (Camden Town, N.W.); Bickmore 238090 T. A. (Little Baddow); Hall 16090 A. H. W. (Crosby); Higson 200315 G. (Westhoughton); Kearsley 243123 E. (Blackpool); Moore 24474 T. (Bolton); Pellitt 14077 J. (Manchester); Walker 240179 G. (Salford); Williams 46018 J. D. (Widnes); Wright 30419 A. W. (March).: [462, 601, 797, 658]
- column-2-blocks: [462, 120, 797, 1568]
- casualty-entry: OXFORDSHIRE AND BUCKINGHAMSHIRE LIGHT INFANTRY.—Childs 202688 S. J. (Yeovil); Miller 29814 W. G. (Wareham); Paull 29819 F. (Heaton St. George); Smith 24242 E. D. (Birmingham).: [462, 550, 797, 585]
- casualty-entry: QUEEN'S (ROYAL WEST SURREY REGIMENT).—Collacott 6068 F. (Exeter); Gill 19583 F. J. (Sunderland); Hemy 24677 F. (Hull); Howell 29609 G. (Sheffield); Manley 29669 W. (Bradford); Page 24259 J. E. (Leicester); Pindar 29683 H. (York); Thornton 27658 J. (Tooting, S.W.); Walker 29659 J. (Hanley); Whitelock 26181 J. (Gateshead-on-Tyne); Wyldbore 26632 J. (Middlesbrough).: [818, 1083, 1153, 1140]
- regiment-name: HAMPSHIRE REGIMENT, ATTACHED TRENCH MORTAR BATTERY.: [472, 362, 788, 374]
- regiment-name: KING'S (LIVERPOOL REGIMENT), ATTACHED TRENCH MORTAR BATTERY.: [120, 1143, 455, 1166]
- casualty-entry: KING'S ROYAL RIFLE CORPS.—Bearsby 345003 H. (Paddington, W.); Dennis 24509 J. (Clerkenwell, E.C.); Gold 24602 A. (Leytonstone); Mander 8688 H. (Farnham); Peters 33813 L.-Cpl. A. (Bow, E.); Seale 12778 A. E. (Sevenoaks); Sibborn 8977 W. (North Walsham).: [462, 719, 797, 765]
- section-heading: WOUNDED (Contd.).: [236, 154, 339, 165]
- casualty-names: Ottaway 3559 Sjt. H. C. (Queen's Park, N.W.).: [961, 276, 1141, 288]
- casualty-entry: EAST SURREY REGIMENT.—Ottaway 3559 Sjt. H. C. (Queen's Park, N.W.).: [828, 276, 1141, 288]
- casualty-names: Walters 415010 S. (Birmingham).: [818, 157, 949, 169]
- casualty-entry: ROYAL IRISH RIFLES.—Castellow 54046 J. (Islington, N.); Todd 6494 L.-Cpl. R. E. (Newtownards).: [462, 973, 797, 996]
- casualty-names: Walker 508377 H. (Burton-on-Trent).: [915, 330, 1061, 342]
- regiment-name: ROYAL DUBLIN FUSILIERS.: [472, 1012, 602, 1024]
- regiment-name: ROYAL WARWICKSHIRE REGIMENT.: [130, 663, 304, 675]
- casualty-names: Chadwick 241236 Sjt. G. (Ashby); Tooley 200791 H. (Loughborough).: [120, 1205, 455, 1228]
- section-heading: WOUNDED AND MISSING.: [917, 185, 1054, 197]
- casualty-names: Adams 390779 W. J. (Thornton Heath); Bridgeman 608331 A. (King's Cross, N.); Cammack 394733 T. (Brixton, S.W.); Charles 532008 M. E. (Dulwich, S.E.); Clark 2102 Cpl. W. H. (Glasgow); Clark 398826 H. (Aberdeen); Coleman 718047 H. S. (Plumstead, S.E.); Dacey 232617 L.-Cpl. (Hampstead, N.W.); Faithful 493725 G. (Battersea, S.W.); Hicks 593798 J. (Pimlico, S.W.); Jarrett 512539 G. W. (Canterbury); Johnston 31380 J. (Newmilns); Lewis 513395 A. F. (Walthamstow, E.); Leppard 608757 Cpl. E. E. (Croydon); Meager 333674 F. (Norwich); Pagden 322350 E. W. (Chichester); Pierce 700630 W. G. (Battersea, S.W.); Pratt 41960 H. (Catford, S.E.); Pullen 362826 F. (Essex Road, N.); Ratcliffe 678339 L.-Cpl. J. M. (Clapham, S.W.); Russell 291138 C. (Ealing, W.); Sells 354899 C. G. (Clapham, S.W.); Simmons 30054 F. (Cambridge); Spalding 4306 F. (Oldham); Whitter 20009 M. (St. Austell); Wilson 252933 Cpl. F. A. (Wanstead, E.); Wood 718082 S. H. (Walthamstow, E.).: [462, 1371, 797, 1518]
- regiment-name: ARMY SERVICE CORPS.: [472, 1520, 584, 1532]
- casualty-names: Castellow 54046 J. (Islington, N.); Todd 6494 L.-Cpl. R. E. (Newtownards).: [462, 973, 797, 996]
- casualty-names: Anderson 15424 E. (Gorebridge); Findlay 3576 J. (Glasgow); Jackson 200636 H. (Bradford); Littlejohn 20220 D. (Fordoun); McLean 200392 H. (Glasgow); Smith 260970 T. (Glasgow); Stevenson 200077 W. (Nottingham).: [462, 815, 797, 860]
- casualty-entry: GORDON HIGHLANDERS.—Ross 200246 R. (Aberdeen).: [828, 1452, 1068, 1464]
- casualty-entry: LEICESTERSHIRE REGIMENT.—Chadwick 241236 Sjt. G. (Ashby); Tooley 200791 H. (Loughborough).: [120, 1205, 455, 1228]
- regiment-name: LEINSTER REGIMENT.: [472, 998, 578, 1010]
- casualty-entry: OXFORDSHIRE AND BUCKINGHAMSHIRE LIGHT INFANTRY.—Baker 35572 A. J. (Headington Quarry); Combellack 34044 J. (Falmouth); Hancock 7684 H. (Winslow); Lamerton 20669 C. F. (Kentish Town, N.W.).: [818, 1336, 1153, 1371]
- regiment-name: SEAFORTH HIGHLANDERS.: [828, 1427, 960, 1439]
- regiment-name: SHERWOOD FORESTERS.: [472, 587, 592, 599]
- regiment-name: OXFORDSHIRE AND BUCKINGHAMSHIRE LIGHT INFANTRY.: [828, 224, 1114, 236]
- casualty-entry: KING'S OWN SCOTTISH BORDERERS.—Connor 19105 J. (Shotts); Ferguson 30008 D. (Alyth); Gibson 34004 W. (Dumfries); Greer 29509 L.-Cpl. D. (Dumfries); Griffin 27807 F. A. (London); Keen 200332 S. (Eyemouth); McDonald 4126 J. (Musselburgh); McLimpsey 20802 J. (Glasgow); McPherson 3715 J. (Glasgow); Mair 15003 W. (Methley); Martin 16004 W. (Dundee); Mayo 21509 J. (Port Glasgow); Meredith 18431 C. (Ayr); Rae 23804 D. (Castle Douglas).: [120, 1300, 455, 1368]
- regiment-name: WORCESTERSHIRE REGIMENT, ATTACHED TRENCH MORTAR BATTERY.: [818, 1252, 1153, 1275]
- regiment-name: WORCESTERSHIRE REGIMENT.: [130, 1396, 285, 1408]
- regiment-name: ROYAL FIELD ARTILLERY.: [828, 371, 953, 383]
- casualty-entry: LEINSTER REGIMENT.—Forde 3931 N. (Suckins, Galway).: [472, 998, 720, 1010]
- casualty-names: Glennie 24839 J. (Coventry); King 220685 E. (Islington, N.); Pearson 203075 R. (Manchester); Robins 43062 (Kensington, W.); Spence 43804 W. (Hull); Thirlaway 43791 W. (Durham); Walton 43820 J. (Newcastle-on-Tyne); Whitehouse 30190 A. (Birmingham); Williams 30194 H. (Princes Risborough).: [462, 660, 797, 717]
- regiment-name: QUEEN'S (ROYAL WEST SURREY) REGIMENT.: [130, 568, 366, 580]
- casualty-names: Bennett 25784 F. (Battersea, S.W.); Bennett 32366 L.-Cpl. J. (Barnes Green); Briggs 28808 J. R. (Darwen); Callinghan 26619 A. C. (Hitcham); Cope 18218 J. (Burnley); Day 26158 H. J. (Fulham, S.W.); Lunn 650 E. J., M.M. (Richmond); O'Leary 10769 H. (Tooting, S.W.); Ward 900 H. (Kingston).: [462, 205, 797, 250]
- column-1-blocks: [120, 141, 455, 1553]
- list-title-text: War Office Daily List of July 18th: [120, 120, 353, 137]
- regiment-name: ROYAL ARMY MEDICAL CORPS.: [472, 1545, 627, 1557]
- casualty-entry: OXFORDSHIRE AND BUCKINGHAMSHIRE LIGHT INFANTRY.—Pearson 32712 C. G. (Banbury).: [818, 224, 1153, 247]
- regiment-name: CAMBRIDGESHIRE REGIMENT.: [472, 1346, 623, 1358]
- casualty-names: Simpson 16004 H. (Londonderry).: [997, 1238, 1131, 1250]
- casualty-entry: THE BUFFS (EAST KENT REGIMENT).—Cook 25500 L. (Nutley, E.); Grundy 26 Cpl. E. (Ingatestone); McLauchlin 13434 J. W. (Ripley); Upton 18609 A. (Leicester); Thomas 13764 W. (Truro).: [120, 627, 455, 661]
- casualty-names: Cornwell 5095 C. (Cookbridge); Foreman 11989 Ch.-Sjt. (Eastleigh); Gough 18152 F. (Cheltenham); Hockerell 202446 G. (Bromley); Hodge 11158 F. (Waterloo Road, S.E.); Mansell 26086 H. (Camberwell); Popworth 60826 A. W. (South Tottenham, N.); Prosser 207010 H. A. (Aberbrig); Worrall 3057 A. J. (Oatwood).: [120, 568, 455, 624]
- regiment-name: ROYAL SUSSEX REGIMENT.: [472, 267, 609, 279]
- regiment-name: HIGHLAND LIGHT INFANTRY.: [472, 815, 618, 827]
- casualty-names: Ross 200246 R. (Aberdeen).: [957, 1452, 1068, 1464]
- casualty-entry: ROYAL WEST KENT REGIMENT.—Ward 207767 H. (Leytonstone, E.).: [828, 1373, 1123, 1385]
- section-heading: Previously reported wounded, now reported WOUNDED AND MISSING.: [827, 249, 1144, 261]
- casualty-names: Beighton 13500 F. (Woodhouse, Notts); Clipson 240374 A. (Scunthorpe); Shaw 240812 W. (Friskney); Welbourne 305 L. (Gosberry Hill Fort).: [120, 1168, 455, 1203]
- casualty-names: Allsop 459081 Dvr. G. W. (Newcastle-on-Tyne); Angus 459481 Act. 2nd Cpl. T. (Alnwick); Armstrong 457742 Spr. J. E. (Sandyford); Askell 459152 Spr. J. E. (Newcastle-on-Tyne); Atkinson 459051 Spr. T. (Newcastle-on-Tyne); Baker 459078 Spr. W. (Usworth Colliery); Ball 46685 Spr. J. A. (Kidderminster); Bartlett 164709 Spr. H. J. (Reading); Bell 86422 Spr. E. (Birmingham); Bilton 459504 Spr. R. W. (Blyth); Blackett 459153 Spr. J. (Newcastle-on-Tyne); Blackwell 59587 Spr. J. R. (Bedford); Blakey 459117 Spr. J. (Newcastle); Bowden 179041 Spr. E. (Newton Abbot); Brazier 145077 Spr. H. F. (Camberley); Breese 46397 Spr. F. (Oswestry); Brookhurst 452718 Spr. A. (Walthamstow, E.); Brown 508050 Spr. D. (Hamilton); Burgess 177216 Spr. A. G. (Stockport); Burke 46637 and Cpl. J. H. (Norwich); Butler 459451 Spr. H. (Dunston); Butterfield 460117 L.-Cpl. J. (Castletown); Carlyle 459115 Spr. J. (Newcastle-on-Tyne); Chambers 22606 Spr. W. (Leeds); Charlton 459505 Spr. T. (Blyth); Clay 263709 Spr. F. J. (Coalville); Crossland 459102 Spr. E. J. (Newcastle-on-Tyne); Davidson 459041 Spr. R. (Gateshead); Dodds 459461 Spr. J. (Bedlington); Douglas 459400 L.-Cpl. R. (Blyth); Eggleton 312667 Spr. W. J. (Kidlington); Farnath 459006 Spr. L. (Nottingham); Fawcett 459004 Spr. R. (Gateshead); Flock 459003 Act. 2nd Cpl. E. (Gosforth); Fountain 477056 Spr. W. (East Grinstead); Garnes 459101 Spr. H. (Brechin); Gawthorp 45483 Spr. R. (Waverton); Gibbons 46851 Spr. W. (Walsall); Giles 457131 Spr. J. E. (Gateshead); Greenhalgh 207050 Spr. J. (Bolton); Gulliver 459493 Spr. L. T. (Newcastle-on-Tyne); Hall 459033 Spr. G. W. (Whitby); Harper 90057 Spr. W. J. (Fort William); Haveron 459086 Act. 2nd Cpl. H. (Newcastle-on-Tyne); Hawley 18213 Act. L.-Cpl. E. S. (Dunstable); Heard 459037 Spr. W. (Rosyth); Henshaw 30609 Spr. J. (St. Helens); Higgins 459065 Spr. J. N. (Hollyhead); Holding 170063 Spr. J. (Bolton); Holmes 471492 Spr. J. D. (Kew Gateshead-on-Tyne); Hudson 459081 Act. Sjt. W. A. (Beamish); Hurst 459066 Cpl. J. (Newcastle-on-Tyne); Ireton 459616 Act. L.-Cpl. F. (Cobbold); Jackson 209846 Spr. D. P. (Birnam); Jeffrey 459417 Spr. W. (Broom Park); Johnson 459095 Act. Sjt. J. (Newcastle-on-Tyne); Johnson 459003 Dvr. J. (Newcastle-on-Tyne); Lamb 459061 Spr. C. (Newcastle-on-Tyne); Laurie 61383 Spr. D. (Pittenweem); Lee 459099 Spr. J. W. (Newcastle-on-Tyne); Lovatt 457758 Spr. J. H. E. (Gateshead-on-Tyne); Lumsden 10017 Act. L.-Cpl. W. (Aberdeen); McKillop 11533 Spr. C. (Rayne); McGuire 459005 Act. L.-Cpl. H. (Newcastle); McKenzie 459079 Spr. J. (Newcastle-on-Tyne); McMullen 42419 Spr. R. (Tooting, S.W.); Maddison 459069 Act. L.-Cpl. G. (Sunderland); Martin 459126 L.-Cpl. R. (Whitley Bay); Maule 459642 Spr. J. G. (Newcastle-on-Tyne); Maxwell 459059 Spr. J. W. (Gateshead); Miller 459626 Spr. J. R. (Blyth); Muckart 167701 Spr. J. F. (Arbroath); Nicholson 459074 Sjt. G. R. (Gateshead-on-Tyne); Oakley 224387 Spr. G. J. (Guildford); Oates 476344 L.-Cpl. A. (Sheffield); Parker 459377 Spr. G. (Shiremoor); Patterson 46630 Spr. J. A. (Hawley); Pavey 84090 Sjt. C. W. (Halstead); Pearce 457609 Spr. E. (Bykers); Pennington 183379 Spr. E. (Preston); Perkins 160634 Spr. J. E. (Middlesbrough); Pleaus 459313 and Cpl. T. W. (Newcastle-on-Tyne); Purbrick 63100 Act. Cpl. J. (Kingston-on-Thames); Raynes 459064 and Cpl. J. B. (Newcastle-on-Tyne); Richards 220927 Spr. W. H. (South Tottenham, N.); Richardson 223445 Spr. C. (South Shields); Robertson 469583 Spr. J. H. (Walworth); Robinson 459093 Act. Cpl. W. (Newcastle-on-Tyne); Robinson 459619 Spr. J. W. (Newcastle-on-Tyne); Ross 459044 Spr. G. (Newcastle-on-Tyne); Roxby 460016 Spr. F. (Ash Vinelines); Sawyer 185786 Spr. F. (Brighton); Scott 459199 Spr. M. (Newcastle-on-Tyne); Shearer 459293 Spr. D. (Newcastle-on-Tyne); Shotton 459709 Spr. J. E. (Gateshead-on-Tyne); Simpson 459033 Spr. R. (Gateshead-on-Tyne); Simpson 459050 Spr. F. (Newcastle-on-Tyne); Snowby 459241 Spr. R. (Newcastle-on-Tyne); Sutton 459101 Dvr. V. (Gateshead-on-Tyne); Tarn 459655 Spr. T. (Gateshead-on-Tyne); Taylor 459071 Spr. A. (Manchester); Thompson 459002 Spr. J. H. (Newcastle-on-Tyne); Trueman 459076 Spr. W. (Newcastle-on-Tyne); Turner 247684 J. (Walsall); Unwin 460540 Spr. H. (Chesterfield); Urwin 459300 Spr. J. D. (Gateshead-on-Tyne); Vardy 459070 Spr. G. W. (Gateshead-on-Tyne); Varey 459057 Sjt. M. (Newcastle-on-Tyne); Walton 459064 Spr. F. (Newcastle-on-Tyne); Weir 459519 Spr. G. (Newcastle-on-Tyne); Welford 459081 Spr. F. (Hexham); White 459643 Pnr. J. W. (Newcastle-on-Tyne); Whittle 474726 Cpl. H. (Newcastle-on-Tyne); Wilkes 459380 Spr. J. D. (Whitley Bay); Wilkes 116419 Pnr. G. F. (Stoke-on-Trent); Williams 459313 Pnr. G. (Liverpool); Williams 459581 Spr. W. J. (Gateshead-on-Tyne); Wood 95402 L.-Cpl. A. (Rugeley); Woolhouse 59022 Spr. (Manchester); Young 459048 Cpl. W. R. (Newcastle-on-Tyne); Young 459308 Pnr. R. S. (Newcastle-on-Tyne).: [818, 386, 1153, 1081]
- casualty-entry: EAST SURREY REGIMENT.—Bennett 25784 F. (Battersea, S.W.); Bennett 32366 L.-Cpl. J. (Barnes Green); Briggs 28808 J. R. (Darwen); Callinghan 26619 A. C. (Hitcham); Cope 18218 J. (Burnley); Day 26158 H. J. (Fulham, S.W.); Lunn 650 E. J., M.M. (Richmond); O'Leary 10769 H. (Tooting, S.W.); Ward 900 H. (Kingston).: [462, 205, 797, 250]
- casualty-entry: ROYAL FUSILIERS.—Arnold 18899 L.-Cpl. J. W. (Kingston); Attfield 2683 R. (Sunbury); Attrill 5730 A. W. (Woodbridge); Bale 39901 A. F. (Leyton); Bassett 6399 A. (Hildenborough); Berkley 35414 J. (Bethnal Green, E.); Blatchley 23106 Cpl. C. (Ealing, W.); Blackmore 18008 Cpl. A. (Croydon); Brearey 16491 C. C. (Albury, W.); Brown 73615 A. (Saffron Walden); Cary 20038 S. S. (Poplar, E.); Clark 31000 S. (Lynmouth); Condon 2082 E. (Kilburn, N.W.); Cotter 51801 Cpl. T. L. (Hornsey, N.); Cragg 40600 Cpl. F. (Leicester); Cupper 5760 F. (Bermondsey, S.E.); Crawley 62480 A. (Redhill); Curtell 61145 J. (Plumstead, S.E.); Davies 20721 J. (Hanley); Davies 73270 K. (Oldham); Deadman 66212 L.-Cpl. F. (Waltham Cross); Dimmock 54401 L.-Cpl. C. (Gravesend); Eastwood 63304 F. (Hounslow); Evans 7375 S. (King's Cross, N.); Farrow 10308 L.-Cpl. (Heywood); Fearn 11303 Cpl. F. (Luton); Fisher 13420 F. (Farmcombe); Foyle 61302 J. (Kensington, S.E.); French 25006 A. (Ealing, W.); Glenister 13408 Sjt. D. W. (Hastings); Gosling 63615 J. (Chislehurst); Harley-Mason 21333 A. (Wimbome); Hobey 61110 T. (New Barnet); Humphries 1102 L.-Cpl. F. (Isleworth); Hutson 36008 C. E. (Farncombe); Ingold 65070 H. V. (Horsham); Jacobs 228701 L.-Cpl. G. (Walworth, S.E.); Jolly 66016 A. (Chester); Jones 9555 Cpl. J. E. (Acton, W.); Jordan 11505 A. (Bristol); Kenney 30674 Cpl. T. A. (Rotherham); Lewis 7238 Co.-Sjt.-Maj. W. A. (Hanwell, W.); Mayne 6587 W. W. (Sudden); Mayne 63730 W. (Caversham); Meyer 5501 F. (Isleworth); Miller 63 W. (Notting Hill, W.); Norman 64044 E. R. (Burnham); Northrop 75101 T. H. (Notting Hill, W.); Payne 10092 J. (Paddington, W.); Pedley 847 J. F. (Congleton); Pendle 71403 J. J. H. (Tottenham, N.); Plackett 1232 Cpl. W. (Stapleford); Rawson 60751 J. (Brentford); Reid 70087 Cpl. D. (Swanscombe); Roberton 75730 S. H. (Hartlepool); Rowe 60459 W. G. H. (Colchester); Seng 65230 C. (Loddon, E.); Sewell 65104 Cpl. F. (Luton); Sharling 61987 A. W. (Townstead, S.E.); Shilling 1924 A. (Liverpool); Slater 81099 A. A. (Nelson); Smith 75220 E. J. (Luton); Stewart 60859 J. (Leyton); Stone 30645 T. F. (Lambeth, S.E.); Taylor 6462 S. B. A. (Surbiton); Toms 6006 S. (Finsbury, E.C. Enit.); Waller 22863 A. (Norwich); Walters 15090 J. A. (Croydon); Welch 61159 F. G. (Kilburn, N.W.); Williams 75496 F. (Tarsfield); Wissett 80385 A. (Liverpool).: [120, 700, 455, 1026]
- casualty-names: Ellis 41091 S. F. (Colchester).: [678, 252, 795, 264]
- casualty-names: Berry 18609 H. (Battersea, S.W.); Blunt 200355 W. (Kidderminster); Cornes 206158 S. (Northwich); Duff 24037 A. (Sunderland); Freeman 15682 R. (Worcester); Howarth 44216 R. (Blackburn); Lavelle 8651 Cpl. T. (Wolverhampton); Priest 21756 G. (Halesowen); Reed 10988 G. (Southsea); Seldon 26054 W. (Bideford); Thompson 40527 W. (Alnwick).: [818, 1263, 1153, 1320]
- regiment-name: ROYAL INNISKILLING FUSILIERS.: [828, 1238, 988, 1250]
- casualty-entry: WORCESTERSHIRE REGIMENT, ATTACHED TRENCH MORTAR BATTERY.—Berry 18609 H. (Battersea, S.W.); Blunt 200355 W. (Kidderminster); Cornes 206158 S. (Northwich); Duff 24037 A. (Sunderland); Freeman 15682 R. (Worcester); Howarth 44216 R. (Blackburn); Lavelle 8651 Cpl. T. (Wolverhampton); Priest 21756 G. (Halesowen); Reed 10988 G. (Southsea); Seldon 26054 W. (Bideford); Thompson 40527 W. (Alnwick).: [818, 1252, 1153, 1320]
- regiment-name: MANCHESTER REGIMENT.: [828, 1413, 955, 1425]
- casualty-entry: ARMY SERVICE CORPS.—Corrin M2/164976 T. (Bootle); Geary M2/131108 G. H. (Darvell); Paterson M2/034439 A. S. (London).: [462, 1520, 797, 1543]
- casualty-entry: ROYAL ENGINEERS.—Mann 548761 Spr. J. D. (Barnsbury, N.).: [828, 262, 1089, 274]
- casualty-entry: ROYAL WARWICKSHIRE REGIMENT.—Darke 33504 T. H. (Exeter); Ingleby 200600 T. (Birmingham); Thomas 17031 W. H. (Boston); Underhill 33006 H. (Evesham); Whiting 35063 G. A. (Devonport).: [120, 663, 455, 698]
- casualty-entry: ROYAL INNISKILLING FUSILIERS.—Simpson 16004 H. (Londonderry).: [828, 1238, 1131, 1250]
- casualty-names: Clark 459184 Act. L.-Cpl. A. J. (North Shields); Smith 5539 Act. Co.-Sjt.-Maj. A. E. (West Wickham).: [818, 198, 1153, 221]
- casualty-names: Caldwell 271684 A. (Glasgow); Darcy 271450 F. (Glasgow); Gaulen 302730 J. (Bo'ness); Irving 301509 H. (Dumfries); McEwan 1540 A. (Tarbolton); McFarlane 4661 J. (Glasgow); McIntyre 301779 D. (Edinburgh); Ormiston 41933 J. (Haddington); Ross 275331 J. B. (Edinburgh).: [120, 520, 455, 565]
- casualty-names: Gibson 251392 H. (Manchester): [963, 1413, 1088, 1425]
- casualty-names: Allenby 50064 G. (Kirby Moorside); Blaseby 57015 A. G. (Norwich); Carr 9083 L.-Cpl. F. (Bolton); Clements 31013 A. (Pennington); Corney 52453 W. D. (Chorlton); Croot 46984 W. G. (West Ealing, W.); Davies 48863 T. (Bryncoch); Kirk 30067 H. (Bexley); Lawrence 4919 W. (Chasetown); Lawrence 56057 L. H. (Seven Kings); Long 17997 J. (Salford); Selby 28241 T. H. (Littleborough); Skinner 2012 O. G. (London, N.); Woodhouse 20271 J. (Derby).: [818, 1156, 1153, 1236]
- casualty-names: Arnold 18899 L.-Cpl. J. W. (Kingston); Attfield 2683 R. (Sunbury); Attrill 5730 A. W. (Woodbridge); Bale 39901 A. F. (Leyton); Bassett 6399 A. (Hildenborough); Berkley 35414 J. (Bethnal Green, E.); Blatchley 23106 Cpl. C. (Ealing, W.); Blackmore 18008 Cpl. A. (Croydon); Brearey 16491 C. C. (Albury, W.); Brown 73615 A. (Saffron Walden); Cary 20038 S. S. (Poplar, E.); Clark 31000 S. (Lynmouth); Condon 2082 E. (Kilburn, N.W.); Cotter 51801 Cpl. T. L. (Hornsey, N.); Cragg 40600 Cpl. F. (Leicester); Cupper 5760 F. (Bermondsey, S.E.); Crawley 62480 A. (Redhill); Curtell 61145 J. (Plumstead, S.E.); Davies 20721 J. (Hanley); Davies 73270 K. (Oldham); Deadman 66212 L.-Cpl. F. (Waltham Cross); Dimmock 54401 L.-Cpl. C. (Gravesend); Eastwood 63304 F. (Hounslow); Evans 7375 S. (King's Cross, N.); Farrow 10308 L.-Cpl. (Heywood); Fearn 11303 Cpl. F. (Luton); Fisher 13420 F. (Farmcombe); Foyle 61302 J. (Kensington, S.E.); French 25006 A. (Ealing, W.); Glenister 13408 Sjt. D. W. (Hastings); Gosling 63615 J. (Chislehurst); Harley-Mason 21333 A. (Wimbome); Hobey 61110 T. (New Barnet); Humphries 1102 L.-Cpl. F. (Isleworth); Hutson 36008 C. E. (Farncombe); Ingold 65070 H. V. (Horsham); Jacobs 228701 L.-Cpl. G. (Walworth, S.E.); Jolly 66016 A. (Chester); Jones 9555 Cpl. J. E. (Acton, W.); Jordan 11505 A. (Bristol); Kenney 30674 Cpl. T. A. (Rotherham); Lewis 7238 Co.-Sjt.-Maj. W. A. (Hanwell, W.); Mayne 6587 W. W. (Sudden); Mayne 63730 W. (Caversham); Meyer 5501 F. (Isleworth); Miller 63 W. (Notting Hill, W.); Norman 64044 E. R. (Burnham); Northrop 75101 T. H. (Notting Hill, W.); Payne 10092 J. (Paddington, W.); Pedley 847 J. F. (Congleton); Pendle 71403 J. J. H. (Tottenham, N.); Plackett 1232 Cpl. W. (Stapleford); Rawson 60751 J. (Brentford); Reid 70087 Cpl. D. (Swanscombe); Roberton 75730 S. H. (Hartlepool); Rowe 60459 W. G. H. (Colchester); Seng 65230 C. (Loddon, E.); Sewell 65104 Cpl. F. (Luton); Sharling 61987 A. W. (Townstead, S.E.); Shilling 1924 A. (Liverpool); Slater 81099 A. A. (Nelson); Smith 75220 E. J. (Luton); Stewart 60859 J. (Leyton); Stone 30645 T. F. (Lambeth, S.E.); Taylor 6462 S. B. A. (Surbiton); Toms 6006 S. (Finsbury, E.C. Enit.); Waller 22863 A. (Norwich); Walters 15090 J. A. (Croydon); Welch 61159 F. G. (Kilburn, N.W.); Williams 75496 F. (Tarsfield); Wissett 80385 A. (Liverpool).: [120, 700, 455, 1026]
- casualty-entry: ROYAL ARMY MEDICAL CORPS.—Hatch 105310 J. A. J. (Crookham); Hill 65345 Cpl. H. S. (North Shields); Jones 9782 D. H. (Tanygrisiau).: [462, 1545, 797, 1569]
- casualty-entry: HAMPSHIRE REGIMENT, ATTACHED TRENCH MORTAR BATTERY.—Beckingham 203506 E. (Petersfield).: [462, 362, 797, 385]
- regiment-name: OXFORDSHIRE AND BUCKINGHAMSHIRE LIGHT INFANTRY.: [828, 1336, 1121, 1348]
- regiment-name: LONDON REGIMENT.: [828, 344, 928, 356]
- casualty-entry: CAMBRIDGESHIRE REGIMENT.—Cornwall 41939 W. G. (Chiswick, W.); Haines 326307 T. (Wisbech); James 41392 W. J. (Beaumont, Wesley).: [462, 1346, 797, 1369]
- regiment-name: THE BLACK WATCH.: [828, 290, 925, 302]
- casualty-names: Andrews 18096 Sjt. V. (Harrington); Barley 37424 A. J. (Barnes, S.W.); Beck 31640 L.-Cpl. H. (Boroughbridge); Berry 37567 W. (Blandford); Bridgewater 26053 H. (Halesowen); Carroll 20166 W. (Dudley); Chant 30492 A. E. (Bristol); Clarke 51479 F. W. (Highbury, N.); Collins 36044 W. (Dudley); Edmunds 44578 W. J. (Christchurch); Faulkner 37498 J. E. (Bournemouth); Flowers 44246 L.-Cpl. R. (Tipton); Franklin 36206 E. (Birmingham); Grant 39492 A. (Devizes); Hackett 44952 T. (Halesowen); Hancock 41071 W. (Vauxhall Walk, S.E.); Hore 241902 Sjt. W. (Bovey Tracey); Lambley 37533 C. (Bretforton); Letter 201850 L.-Cpl. J. H. (Otherton); Lewis 35621 H. A. (Abertillery); Loosley 202398 G. (Ash Vale); Mansell 13331 L.-Cpl. C. R. (West Bromwich); Murtough 24134 J., M.M. (Birmingham); Needham 37715 J. (Deptford, S.E.); Newland 51249 J. (Boscombe); Newton 44000 G. H. (Chard); Power 207300 F. (Southampton); Parry 53183 Cpl. W. (Manchester); Roach 243776 L.-Cpl. F. (Crediton); Shenfield 51313 L. F. (Forest Gate, E.).: [120, 1396, 455, 1554]
- regiment-name: EAST SURREY REGIMENT.: [828, 276, 952, 288]
- regiment-name: ROYAL ENGINEERS.: [828, 386, 924, 398]
- casualty-names: Adams 291670 A. (Newburgh).: [934, 290, 1056, 302]
- casualty-entry: ROYAL ENGINEERS.—Allbone 526998 Spr. A. F. (East Haddon); Allott WR/276778 Act. 2nd Cpl. J. (Sheffield); Ashby 239808 Pnr. C. (Mansfield); Barnes 459603 Spr. R. A. (Newcastle-on-Tyne); Barnett 101993 Spr. G. (Stokenchurch); Berriman 291009 Cpl. G. (Stockbridge); Blakey 84072 Pnr. T. (Leeds); Bone 57560 L.-Cpl. A. (East Dulwich, S.E.); Brenner 459058 Sjt. A. (Wick); Brown 277809 Spr. A. (Middlesbrough); Chapman 523905 Spr. H. (Bridlington); Cochran 77278 Spr. A. H. (Penzance); Cotton 471505 Spr. R. (Newmarket); Dawe 460239 Spr. C. (Birmingham); Dodds 210950 Pnr. A. (Paisley); Dutton 100040 Spr. L. (Gainsborough); Gardiner 494853 Spr. W. C. (Bristol); Giblett 90697 Spr. E. (Bath); Groscott 302085 Pnr. W. J. (Wimbledon, S.W.); Hambly 66093 2nd Cpl. J. (Battersea, S.W.); Henderson 459402 Spr. J. (Newcastle-on-Tyne); Jones 26669 2nd Cpl. F. (Blackburn); Kearns 66051 Spr. P. (Hull); Kerr 459748 Sjt. M. (Gateshead); Lewis 301467 Pnr. W. H. (Ludlow); Lloyd 521352 Pnr. R. A. (Burnley); Murdoch 76101 Spr. W. (Glasgow); Nicholson 459639 Spr. E. (South Shields); Purdy 30207 Dvr. G. (Sutton); Redman 354867 Spr. R. C. (Horsham); Rivington WR/276748 Sjt. F. (Bingley); Robson 459617 Spr. H. (Newcastle-on-Tyne); Rowley WR/291881 Spr. G. (Newcastle-on-Tyne); Roe 164530 Spr. E. (Bradford); Rowell 438610 2nd Cpl. E. (Bowes); Rutherford 459725 Spr. J. (South Tottenham, N.); Schofield 32770 Spr. A. (Canning Town, E.); Shaw 160083 Spr. E. (Darlington); Smith 459099 2nd Cpl. J. T. (Bognor); Spedding 279992 Spr. T. (Cumwhinton); Steele 459039 Spr. J. (Ludgershall); Stephens 459212 Spr. H. (Cardiff); Swain 314302 Spr. S. (Derby); Taylor 459274 Spr. A. (Gateshead); Thorpe 524926 Spr. S. (Wellington); Turnbull 459821 Cpl. J. M. (Houghton-le-Spring); Walker 128629 2nd Cpl. E. (York); Watson 459090 Spr. E. (Cuckfield); Weir 459821 Spr. G. (Gateshead-on-Tyne); White 119784 Spr. E. (Grantham); White 151637 Spr. C. (Bow, E.); Whitfield 459889 Spr. C. (Bradford); Whittaker 100044 Pnr. D. (Normanton); Williams 529856 Act. L.-Cpl. J. C. (Richmond).: [120, 226, 455, 518]
